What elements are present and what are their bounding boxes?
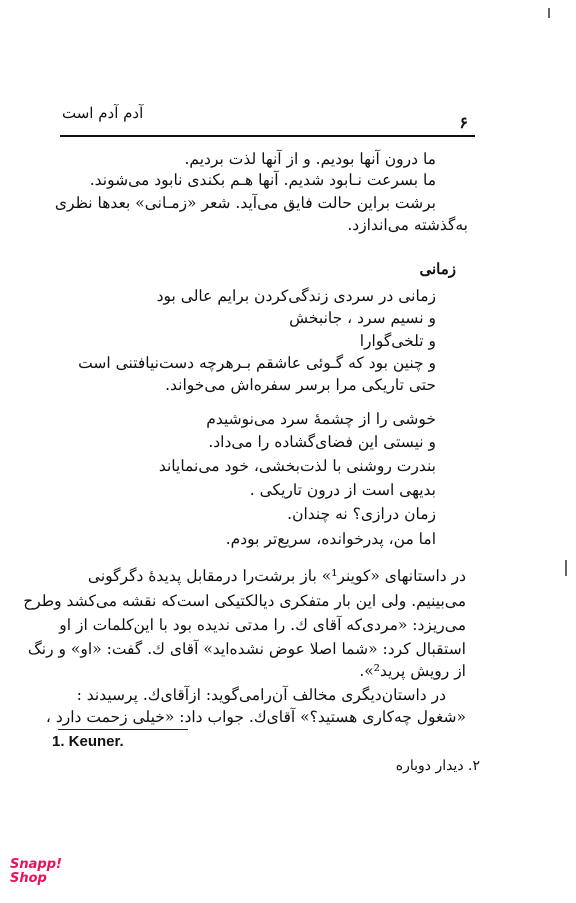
- footnote-divider: [58, 729, 188, 730]
- scan-mark: [548, 8, 550, 18]
- text-line: می‌ریزد: «مردی‌که آقای ك. را مدتی ندیده بود با این‌کلمات از او: [59, 616, 466, 634]
- text-line: ما بسرعت نـابود شدیم. آنها هـم بکندی نابود می‌شوند.: [89, 171, 436, 189]
- text-line: ما درون آنها بودیم. و از آنها لذت بردیم.: [184, 150, 436, 168]
- poem-line: حتی تاریکی مرا برسر سفره‌اش می‌خواند.: [165, 376, 436, 394]
- logo-line-1: Snapp!: [10, 857, 62, 872]
- poem-line: بدیهی است از درون تاریکی .: [249, 481, 436, 499]
- poem-line: زمان درازی؟ نه چندان.: [287, 505, 436, 523]
- poem-line: زمانی در سردی زندگی‌کردن برایم عالی بود: [156, 287, 436, 305]
- poem-line: و نسیم سرد ، جانبخش: [289, 309, 436, 327]
- poem-line: و چنین بود که گـوئی عاشقم بـرهرچه دست‌نیافتنی است: [78, 354, 436, 372]
- text-line: در داستانهای «کوینر¹» باز برشت‌را درمقابل پدیدهٔ دگرگونی: [87, 567, 466, 585]
- text-line: در داستان‌دیگری مخالف آن‌رامی‌گوید: ازآقای‌ك. پرسیدند :: [76, 686, 446, 704]
- text-line: از رویش پرید²».: [359, 662, 466, 680]
- footnote-2: ۲. دیدار دوباره: [395, 758, 480, 774]
- poem-line: اما من، پدرخوانده، سریع‌تر بودم.: [225, 530, 436, 548]
- scan-mark: [565, 560, 567, 576]
- poem-title: زمانی: [419, 260, 456, 278]
- text-line: برشت براین حالت فایق می‌آید. شعر «زمـانی» بعدها نظری: [54, 194, 436, 212]
- poem-line: بندرت روشنی با لذت‌بخشی، خود می‌نمایاند: [158, 457, 436, 475]
- text-line: استقبال کرد: «شما اصلا عوض نشده‌اید» آقای ك. گفت: «او» و رنگ: [27, 640, 466, 658]
- poem-line: و نیستی این فضای‌گشاده را می‌داد.: [208, 433, 436, 451]
- poem-line: خوشی را از چشمهٔ سرد می‌نوشیدم: [206, 410, 436, 428]
- snappshop-watermark-logo: [10, 858, 70, 886]
- text-line: به‌گذشته می‌اندازد.: [347, 216, 468, 234]
- text-line: می‌بینیم. ولی این بار متفکری دیالکتیکی است‌که نقشه می‌کشد وطرح: [23, 592, 466, 610]
- running-header-title: آدم آدم است: [62, 104, 144, 122]
- page-number: ۶: [459, 113, 468, 132]
- logo-line-2: Shop: [10, 871, 47, 886]
- text-line: «شغول چه‌کاری هستید؟» آقای‌ك. جواب داد: «خیلی زحمت دارد ،: [45, 708, 466, 726]
- header-divider: [60, 135, 475, 137]
- poem-line: و تلخی‌گوارا: [359, 332, 436, 350]
- footnote-1: 1. Keuner.: [52, 733, 124, 750]
